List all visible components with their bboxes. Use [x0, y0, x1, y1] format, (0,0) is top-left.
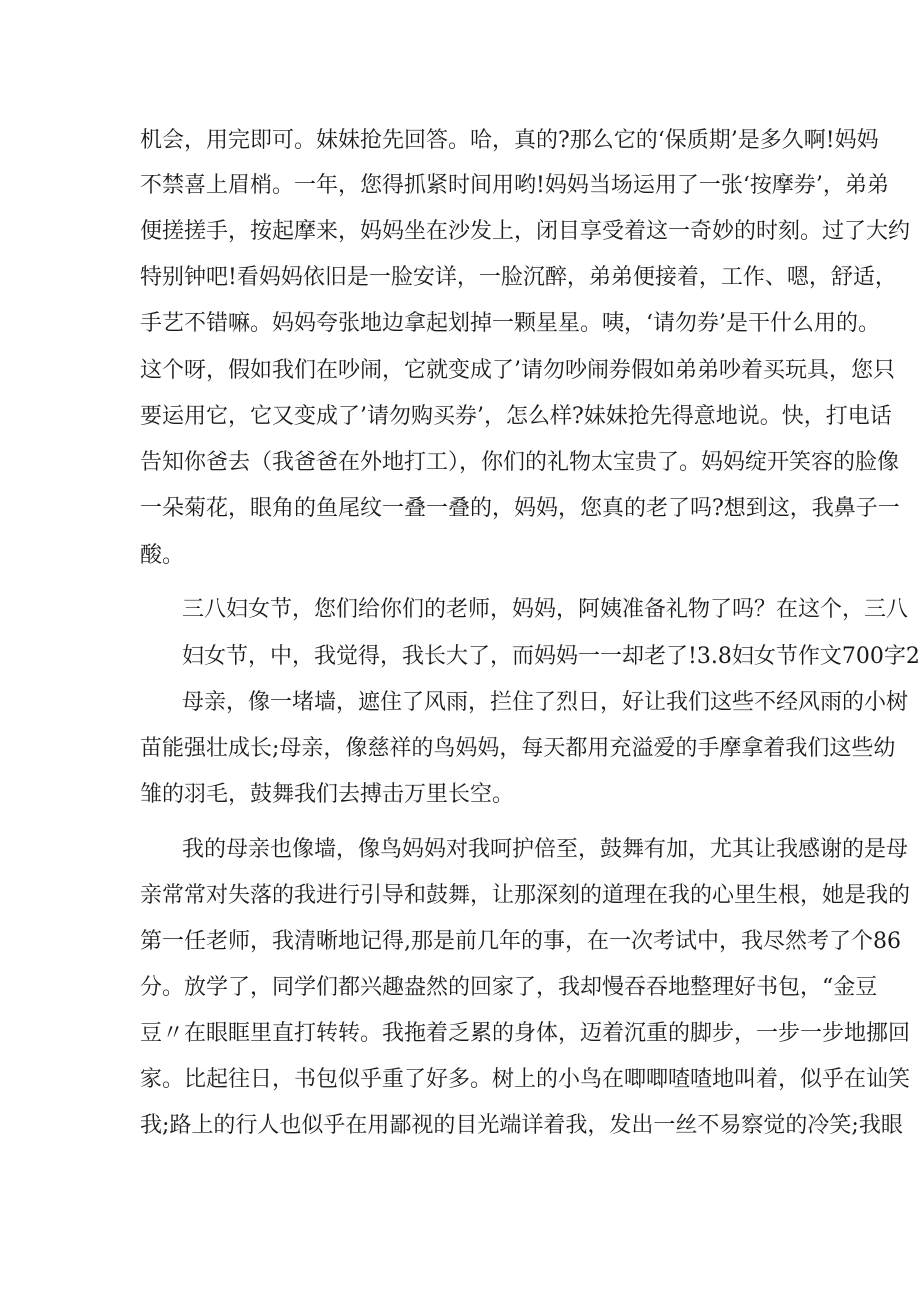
text-line: 手艺不错嘛。妈妈夸张地边拿起划掉一颗星星。咦，‘请勿券’是干什么用的。	[140, 311, 880, 336]
text-line: 亲常常对失落的我进行引导和鼓舞，让那深刻的道理在我的心里生根，她是我的	[140, 883, 911, 908]
text-line: 我的母亲也像墙，像鸟妈妈对我呵护倍至，鼓舞有加，尤其让我感谢的是母	[182, 837, 909, 862]
text-line: 机会，用完即可。妹妹抢先回答。哈，真的?那么它的‘保质期’是多久啊!妈妈	[140, 128, 879, 153]
text-line: 第一任老师，我清晰地记得,那是前几年的事，在一次考试中，我尽然考了个86	[140, 929, 901, 954]
text-line: 雏的羽毛，鼓舞我们去搏击万里长空。	[140, 782, 515, 807]
text-line: 一朵菊花，眼角的鱼尾纹一叠一叠的，妈妈，您真的老了吗?想到这，我鼻子一	[140, 496, 900, 521]
text-line: 告知你爸去（我爸爸在外地打工），你们的礼物太宝贵了。妈妈绽开笑容的脸像	[140, 450, 900, 475]
text-line: 苗能强壮成长;母亲，像慈祥的鸟妈妈，每天都用充溢爱的手摩拿着我们这些幼	[140, 736, 896, 761]
text-line: 家。比起往日，书包似乎重了好多。树上的小鸟在唧唧喳喳地叫着，似乎在讪笑	[140, 1067, 911, 1092]
text-line: 三八妇女节，您们给你们的老师，妈妈，阿姨准备礼物了吗？在这个，三八	[182, 597, 909, 622]
text-line: 豆〃在眼眶里直打转转。我拖着乏累的身体，迈着沉重的脚步，一步一步地挪回	[140, 1021, 911, 1046]
text-line: 我;路上的行人也似乎在用鄙视的目光端详着我，发出一丝不易察觉的冷笑;我眼	[140, 1113, 903, 1138]
text-line: 这个呀，假如我们在吵闹，它就变成了’请勿吵闹券假如弟弟吵着买玩具，您只	[140, 358, 895, 383]
text-line: 酸。	[140, 543, 185, 568]
text-line: 妇女节，中，我觉得，我长大了，而妈妈一一却老了!3.8妇女节作文700字2	[182, 644, 920, 669]
text-line: 特别钟吧!看妈妈依旧是一脸安详，一脸沉醉，弟弟便接着，工作、嗯，舒适，	[140, 265, 897, 290]
text-line: 要运用它，它又变成了’请勿购买券’，怎么样?妹妹抢先得意地说。快，打电话	[140, 404, 892, 429]
text-line: 母亲，像一堵墙，遮住了风雨，拦住了烈日，好让我们这些不经风雨的小树	[182, 690, 909, 715]
text-line: 不禁喜上眉梢。一年，您得抓紧时间用哟!妈妈当场运用了一张‘按摩券’，弟弟	[140, 173, 889, 198]
text-line: 便搓搓手，按起摩来，妈妈坐在沙发上，闭目享受着这一奇妙的时刻。过了大约	[140, 219, 911, 244]
text-line: 分。放学了，同学们都兴趣盎然的回家了，我却慢吞吞地整理好书包，“金豆	[140, 975, 878, 1000]
